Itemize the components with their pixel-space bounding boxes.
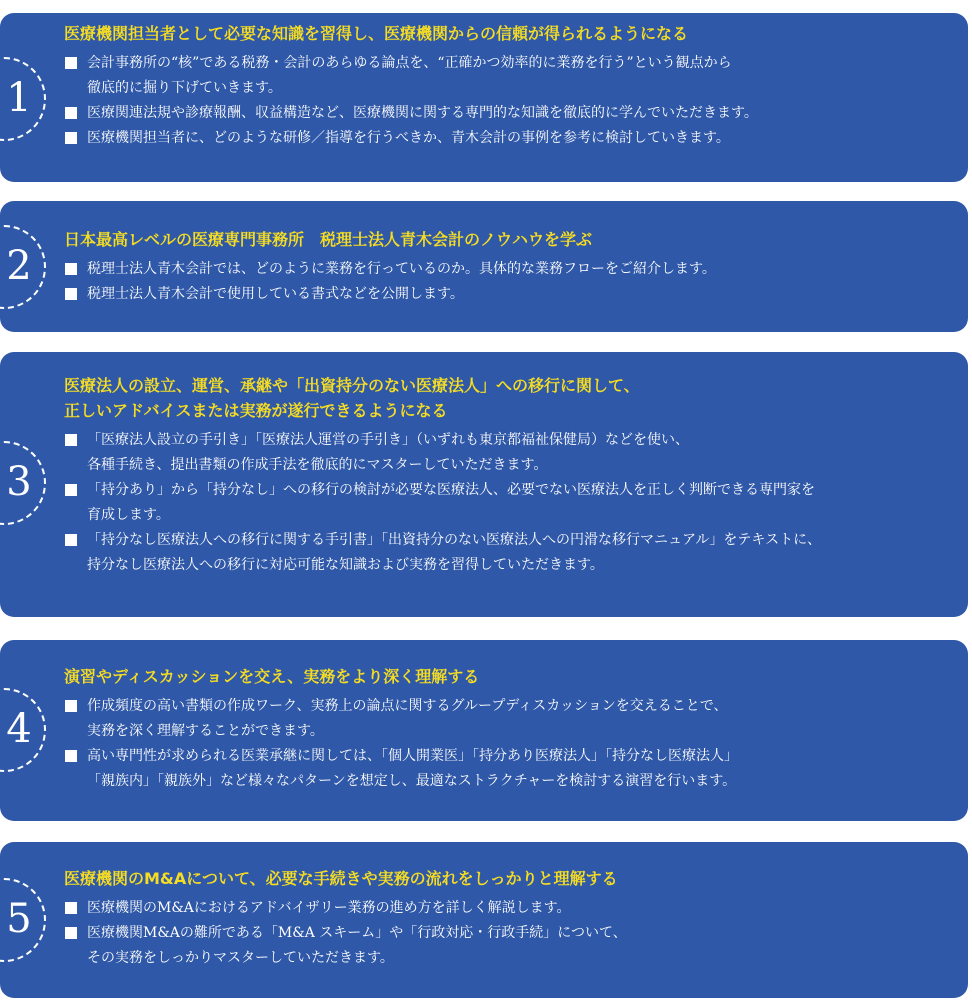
section-number: 2 — [6, 243, 32, 289]
square-bullet-icon — [65, 107, 77, 119]
section-content — [64, 227, 954, 307]
section-heading: 演習やディスカッションを交え、実務をより深く理解する — [64, 667, 480, 686]
list-item: 会計事務所の“核”である税務・会計のあらゆる論点を、“正確かつ効率的に業務を行う”という観点から 徹底的に掘り下げていきます。 — [64, 51, 954, 101]
section-content — [64, 373, 954, 578]
list-item: 「医療法人設立の手引き」「医療法人運営の手引き」（いずれも東京都福祉保健局）などを使い、 各種手続き、提出書類の作成手法を徹底的にマスターしていただきます。 — [64, 428, 954, 478]
list-item: 税理士法人青木会計では、どのように業務を行っているのか。具体的な業務フローをご紹介します。 — [64, 257, 954, 282]
square-bullet-icon — [65, 750, 77, 762]
section-2 — [0, 201, 968, 332]
section-number: 4 — [6, 706, 32, 752]
section-content — [64, 664, 954, 794]
bullet-list — [64, 896, 954, 971]
section-heading: 医療機関担当者として必要な知識を習得し、医療機関からの信頼が得られるようになる — [64, 24, 689, 43]
square-bullet-icon — [65, 132, 77, 144]
section-number: 3 — [6, 459, 32, 505]
square-bullet-icon — [65, 484, 77, 496]
square-bullet-icon — [65, 534, 77, 546]
bullet-list — [64, 51, 954, 151]
bullet-list — [64, 257, 954, 307]
square-bullet-icon — [65, 434, 77, 446]
section-3 — [0, 352, 968, 617]
list-item: 医療機関M&Aの難所である「M&A スキーム」や「行政対応・行政手続」について、 その実務をしっかりマスターしていただきます。 — [64, 921, 954, 971]
section-content — [64, 21, 954, 151]
section-heading: 医療法人の設立、運営、承継や「出資持分のない医療法人」への移行に関して、 正しいアドバイスまたは実務が遂行できるようになる — [64, 376, 640, 420]
bullet-list — [64, 428, 954, 578]
list-item: 高い専門性が求められる医業承継に関しては、「個人開業医」「持分あり医療法人」「持分なし医療法人」 「親族内」「親族外」など様々なパターンを想定し、最適なストラクチャーを検討する演習を行います。 — [64, 744, 954, 794]
section-heading: 医療機関のM&Aについて、必要な手続きや実務の流れをしっかりと理解する — [64, 869, 618, 888]
square-bullet-icon — [65, 288, 77, 300]
square-bullet-icon — [65, 57, 77, 69]
section-number: 5 — [6, 896, 32, 942]
list-item: 税理士法人青木会計で使用している書式などを公開します。 — [64, 282, 954, 307]
square-bullet-icon — [65, 263, 77, 275]
section-5 — [0, 842, 968, 998]
list-item: 医療機関のM&Aにおけるアドバイザリー業務の進め方を詳しく解説します。 — [64, 896, 954, 921]
bullet-list — [64, 694, 954, 794]
list-item: 作成頻度の高い書類の作成ワーク、実務上の論点に関するグループディスカッションを交えることで、 実務を深く理解することができます。 — [64, 694, 954, 744]
section-content — [64, 866, 954, 971]
list-item: 「持分なし医療法人への移行に関する手引書」「出資持分のない医療法人への円滑な移行マニュアル」をテキストに、 持分なし医療法人への移行に対応可能な知識および実務を習得していただきます。 — [64, 528, 954, 578]
section-4 — [0, 640, 968, 821]
square-bullet-icon — [65, 927, 77, 939]
list-item: 医療関連法規や診療報酬、収益構造など、医療機関に関する専門的な知識を徹底的に学んでいただきます。 — [64, 101, 954, 126]
section-heading: 日本最高レベルの医療専門事務所 税理士法人青木会計のノウハウを学ぶ — [64, 230, 593, 249]
section-number: 1 — [6, 75, 32, 121]
section-1 — [0, 13, 968, 182]
square-bullet-icon — [65, 902, 77, 914]
square-bullet-icon — [65, 700, 77, 712]
list-item: 医療機関担当者に、どのような研修／指導を行うべきか、青木会計の事例を参考に検討していきます。 — [64, 126, 954, 151]
list-item: 「持分あり」から「持分なし」への移行の検討が必要な医療法人、必要でない医療法人を正しく判断できる専門家を 育成します。 — [64, 478, 954, 528]
